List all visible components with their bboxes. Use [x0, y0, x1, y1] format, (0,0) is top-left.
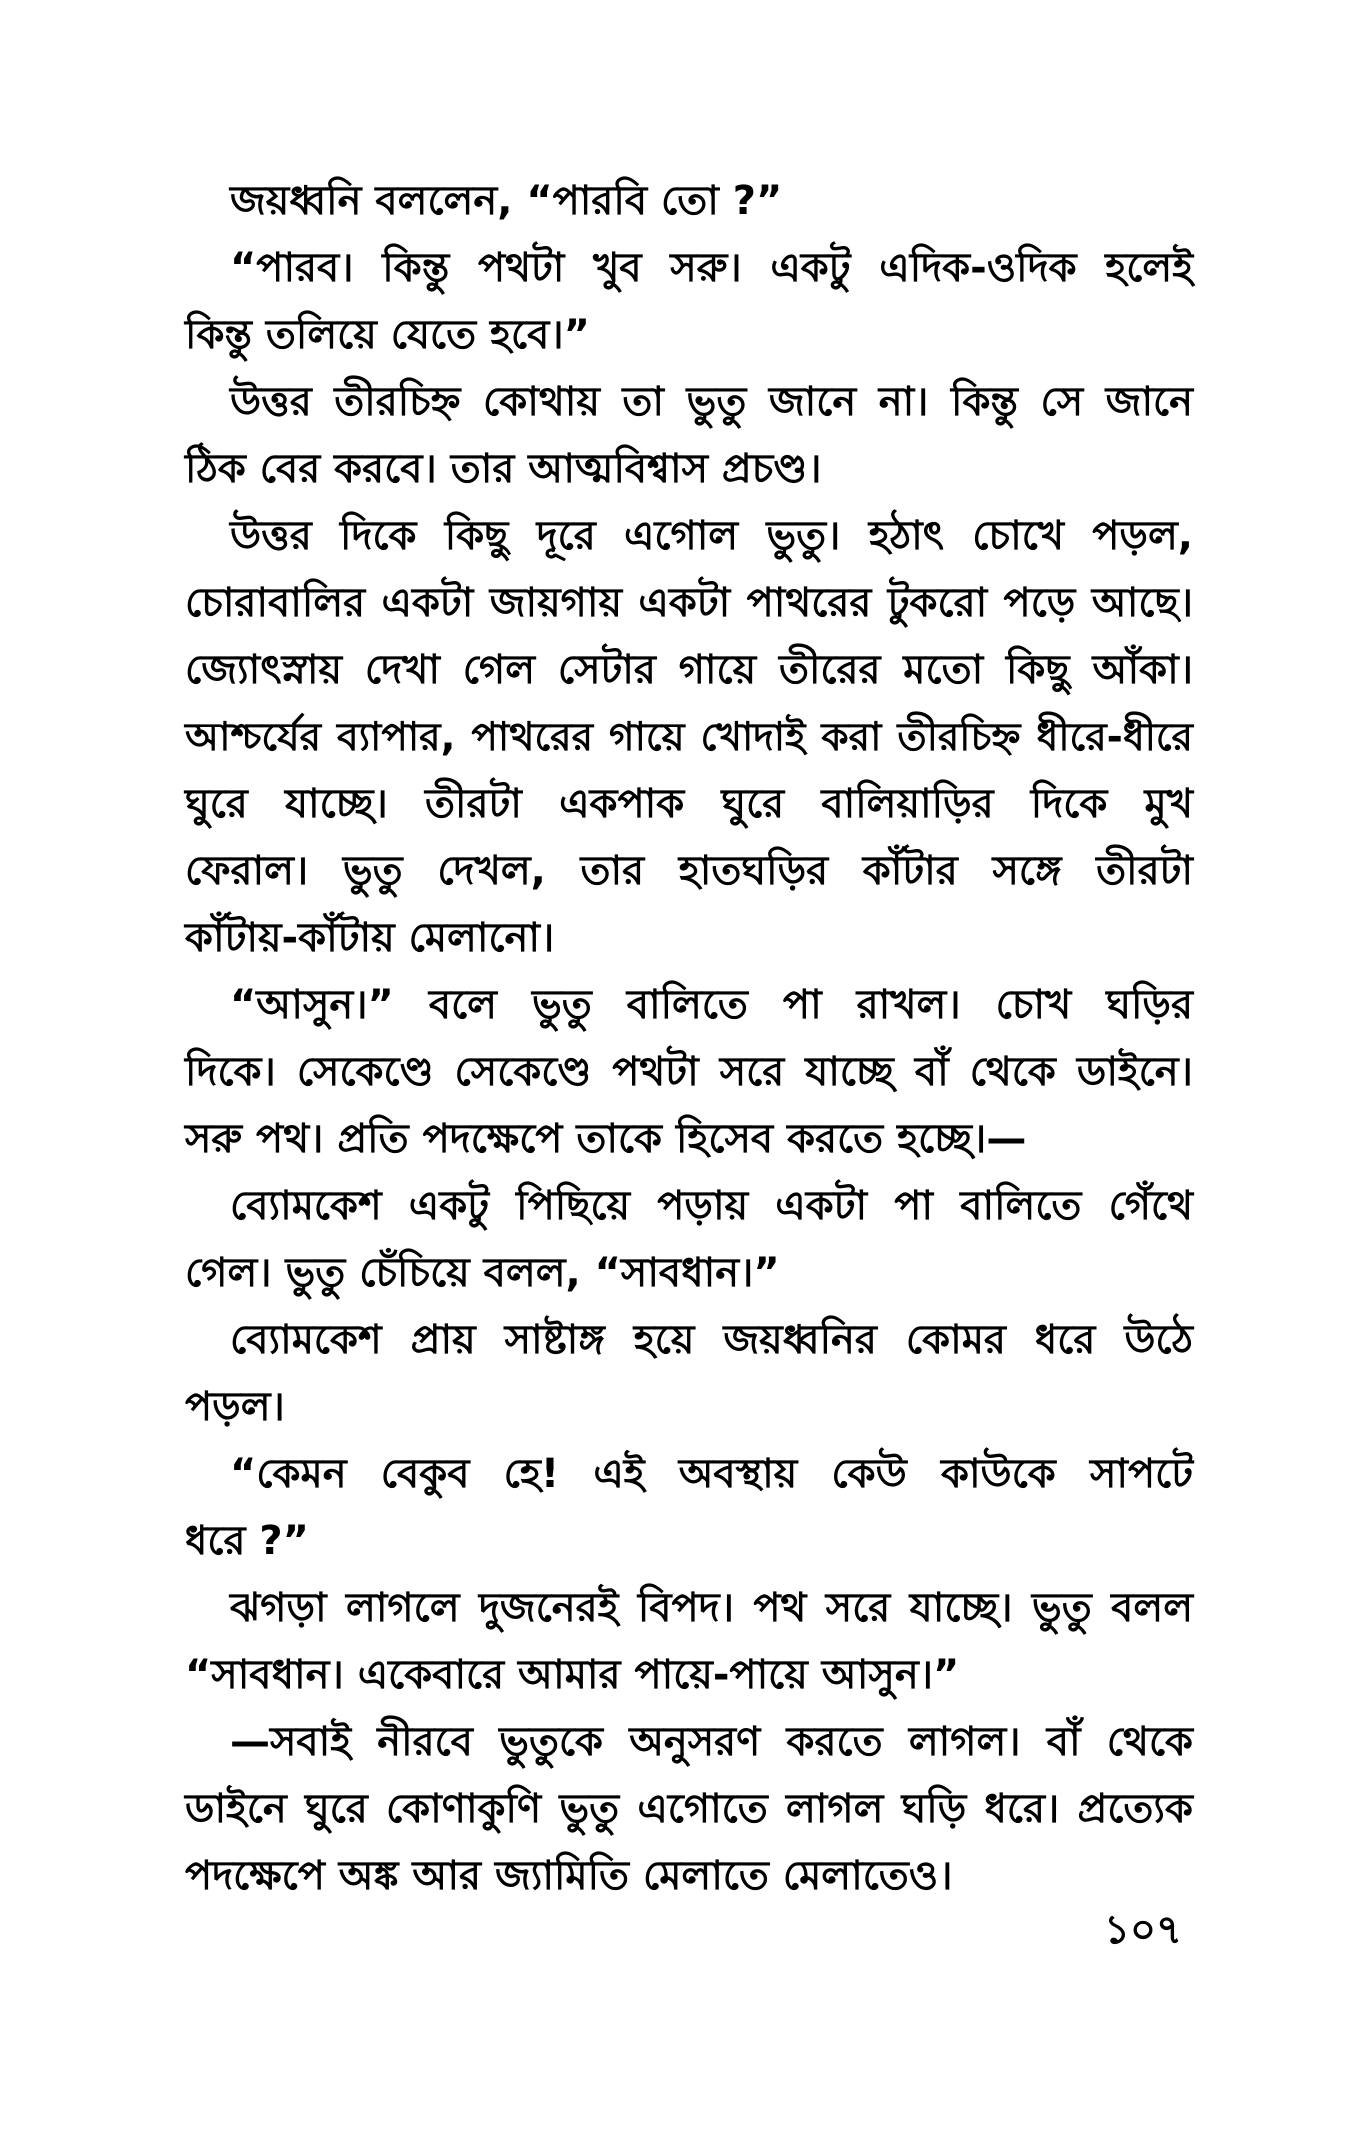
text-line: ঘুরে যাচ্ছে। তীরটা একপাক ঘুরে বালিয়াড়ির দিকে মুখ	[185, 781, 1193, 827]
text-line: “সাবধান। একেবারে আমার পায়ে-পায়ে আসুন।”	[185, 1652, 960, 1698]
text-line: আশ্চর্যের ব্যাপার, পাথরের গায়ে খোদাই করা তীরচিহ্ন ধীরে-ধীরে	[185, 715, 1193, 760]
text-line: পদক্ষেপে অঙ্ক আর জ্যামিতি মেলাতে মেলাতেও।	[185, 1853, 953, 1899]
text-line: দিকে। সেকেণ্ডে সেকেণ্ডে পথটা সরে যাচ্ছে বাঁ থেকে ডাইনে।	[185, 1049, 1193, 1095]
text-line: চোরাবালির একটা জায়গায় একটা পাথরের টুকরো পড়ে আছে।	[185, 580, 1193, 626]
body-text	[185, 168, 1193, 1910]
text-line: উত্তর তীরচিহ্ন কোথায় তা ভুতু জানে না। কিন্তু সে জানে	[230, 379, 1193, 425]
text-line: “আসুন।” বলে ভুতু বালিতে পা রাখল। চোখ ঘড়ির	[230, 982, 1193, 1028]
text-line: ফেরাল। ভুতু দেখল, তার হাতঘড়ির কাঁটার সঙ্গে তীরটা	[185, 848, 1193, 894]
text-line: পড়ল।	[185, 1384, 285, 1430]
text-line: জ্যোৎস্নায় দেখা গেল সেটার গায়ে তীরের মতো কিছু আঁকা।	[185, 647, 1193, 693]
text-line: জয়ধ্বনি বললেন, “পারবি তো ?”	[230, 178, 783, 224]
text-line: ধরে ?”	[185, 1518, 309, 1564]
text-line: উত্তর দিকে কিছু দূরে এগোল ভুতু। হঠাৎ চোখে পড়ল,	[230, 513, 1193, 559]
text-line: সরু পথ। প্রতি পদক্ষেপে তাকে হিসেব করতে হচ্ছে।—	[185, 1116, 1027, 1162]
text-line: ব্যোমকেশ প্রায় সাষ্টাঙ্গ হয়ে জয়ধ্বনির কোমর ধরে উঠে	[230, 1317, 1193, 1363]
text-line: ব্যোমকেশ একটু পিছিয়ে পড়ায় একটা পা বালিতে গেঁথে	[230, 1183, 1193, 1229]
text-line: ডাইনে ঘুরে কোণাকুণি ভুতু এগোতে লাগল ঘড়ি ধরে। প্রত্যেক	[185, 1786, 1193, 1832]
text-line: কিন্তু তলিয়ে যেতে হবে।”	[185, 312, 590, 358]
text-line: “পারব। কিন্তু পথটা খুব সরু। একটু এদিক-ওদিক হলেই	[230, 245, 1193, 291]
text-line: “কেমন বেকুব হে! এই অবস্থায় কেউ কাউকে সাপটে	[230, 1451, 1193, 1497]
text-line: ঠিক বের করবে। তার আত্মবিশ্বাস প্রচণ্ড।	[185, 446, 822, 492]
page-number: ১০৭	[1104, 1907, 1182, 1953]
text-line: —সবাই নীরবে ভুতুকে অনুসরণ করতে লাগল। বাঁ থেকে	[230, 1719, 1193, 1765]
text-line: গেল। ভুতু চেঁচিয়ে বলল, “সাবধান।”	[185, 1250, 780, 1296]
text-line: ঝগড়া লাগলে দুজনেরই বিপদ। পথ সরে যাচ্ছে। ভুতু বলল	[230, 1585, 1193, 1631]
text-line: কাঁটায়-কাঁটায় মেলানো।	[185, 915, 555, 961]
